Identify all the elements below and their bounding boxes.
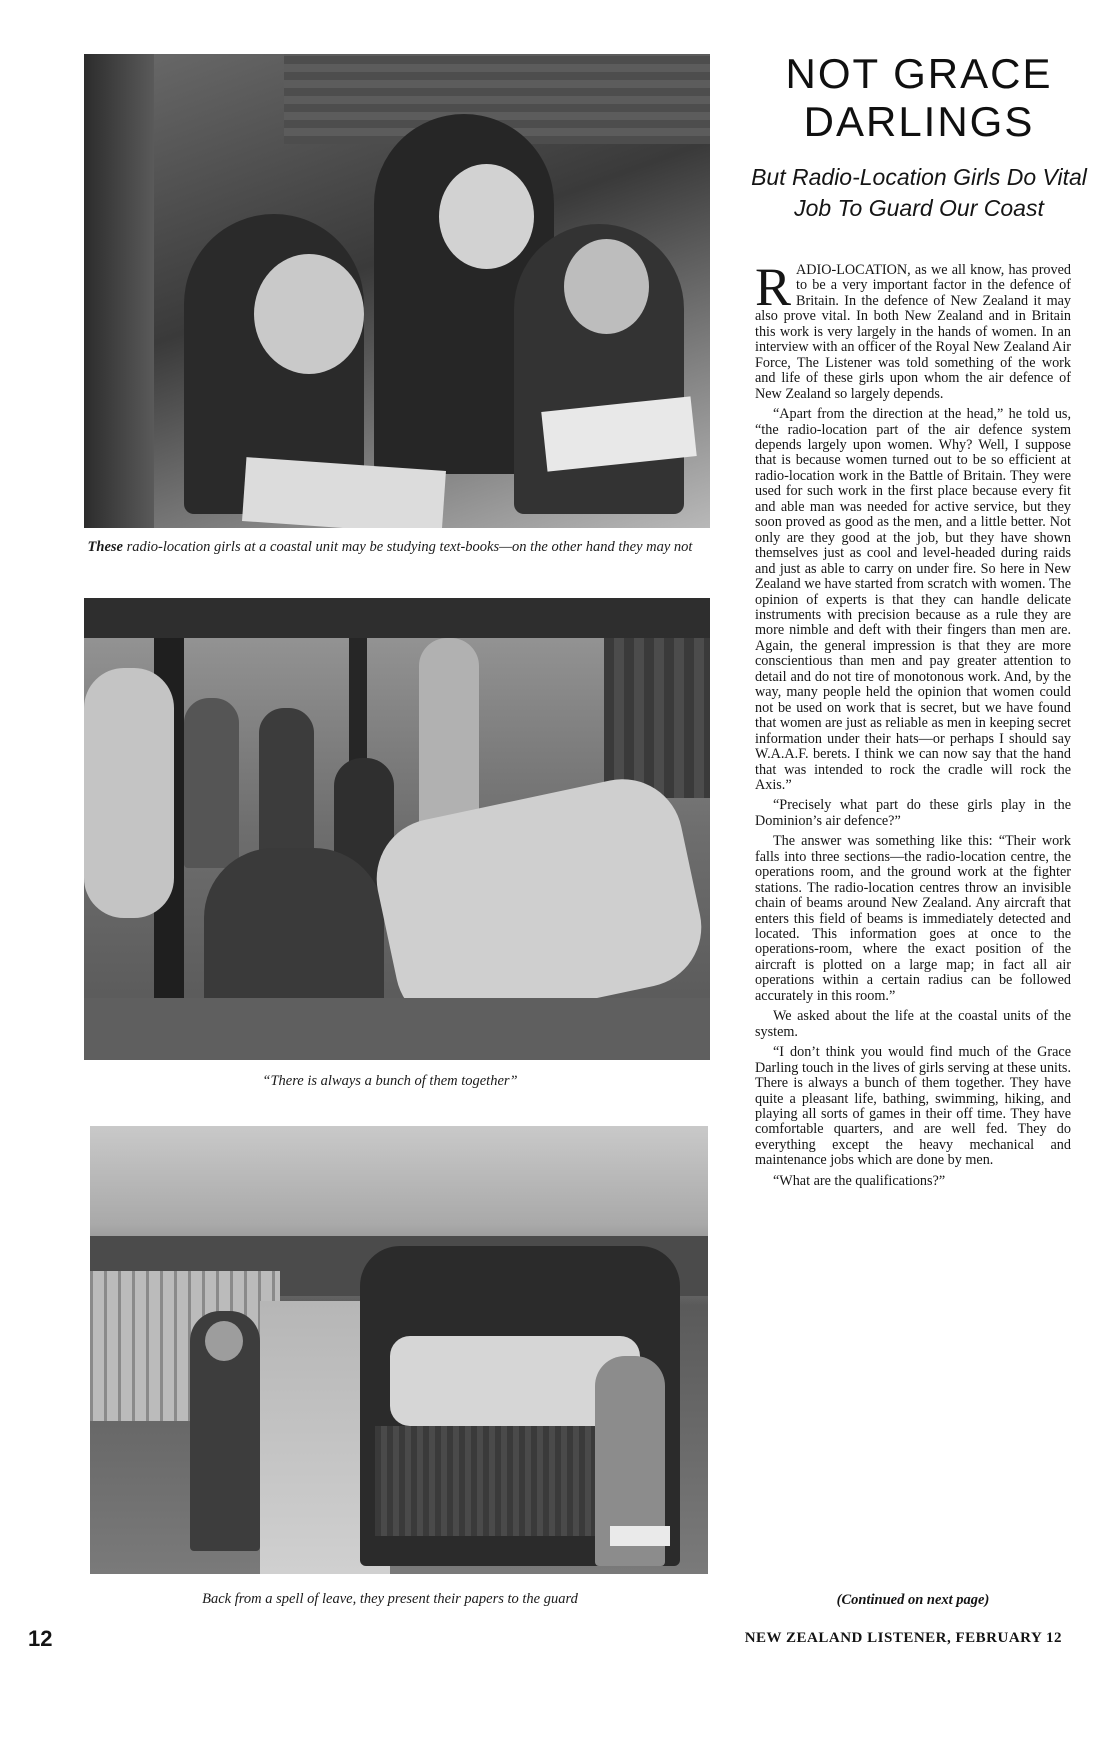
photo-caption-3: Back from a spell of leave, they present their papers to the guard: [202, 1591, 578, 1607]
continued-note: (Continued on next page): [836, 1592, 990, 1608]
article-body: [755, 257, 1071, 1194]
photo-truck-guard: [90, 1126, 708, 1574]
article-paragraph-4: The answer was something like this: “Their work falls into three sections—the radio-location centre, the operations room, and the ground work at the fighter stations. The radio-location centres throw an invisible chain of beams around New Zealand. Any aircraft that enters this field of beams is immediately detected and located. This information goes at once to the operations-room, where the exact position of the aircraft is plotted on a large map; in fact all air operations within a certain radius can be followed accurately in this room.”: [755, 833, 1071, 1004]
photo-group-veranda: [84, 598, 710, 1060]
photo-caption-2: “There is always a bunch of them together”: [262, 1073, 518, 1089]
photo-girls-studying: [84, 54, 710, 528]
article-paragraph-6: “I don’t think you would find much of the Grace Darling touch in the lives of girls serving at these units. There is always a bunch of them together. They have quite a pleasant life, bathing, swimming, hiking, and playing all sorts of games in their off time. They have comfortable quarters, and are well fed. They do everything except the heavy mechanical and maintenance jobs which are done by men.: [755, 1044, 1071, 1169]
article-paragraph-1: RADIO-LOCATION, as we all know, has proved to be a very important factor in the defence of Britain. In the defence of New Zealand it may also prove vital. In both New Zealand and in Britain this work is very largely in the hands of women. In an interview with an officer of the Royal New Zealand Air Force, The Listener was told something of the work and life of these girls upon whom the air defence of New Zealand so largely depends.: [755, 257, 1071, 402]
article-paragraph-7: “What are the qualifications?”: [773, 1172, 946, 1189]
article-paragraph-5: We asked about the life at the coastal units of the system.: [755, 1008, 1071, 1040]
article-headline: NOT GRACE DARLINGS: [785, 50, 1053, 145]
page-number: 12: [28, 1626, 53, 1651]
photo-caption-1: These radio-location girls at a coastal unit may be studying text-books—on the other hand they may not: [87, 539, 693, 555]
article-paragraph-3: “Precisely what part do these girls play in the Dominion’s air defence?”: [755, 797, 1071, 829]
article-subheadline: But Radio-Location Girls Do Vital Job To Guard Our Coast: [751, 164, 1087, 221]
publication-footer: NEW ZEALAND LISTENER, FEBRUARY 12: [744, 1630, 1062, 1646]
drop-cap: R: [755, 257, 792, 317]
article-paragraph-2: “Apart from the direction at the head,” he told us, “the radio-location part of the air defence system depends largely upon women. Why? Well, I suppose that is because women turned out to be so efficient at radio-location work in the Battle of Britain. They were used for such work in the first place because every fit and able man was needed for active service, but they soon proved as good as the men, and a little better. Not only are they good at the job, but they have shown themselves just as cool and level-headed during raids and just as able to carry on under fire. So here in New Zealand we have started from scratch with women. The opinion of experts is that they can handle delicate instruments with precision because as a rule they are more nimble and deft with their fingers than men are. Again, the general impression is that they are more conscientious than men and pay greater attention to detail and do not tire of monotonous work. And, by the way, many people held the opinion that women could not be used on work that is secret, but we have found that women are just as reliable as men in keeping secret information under their hats—or perhaps I should say W.A.A.F. berets. I think we can now say that the hand that was intended to rock the cradle will rock the Axis.”: [755, 406, 1071, 793]
